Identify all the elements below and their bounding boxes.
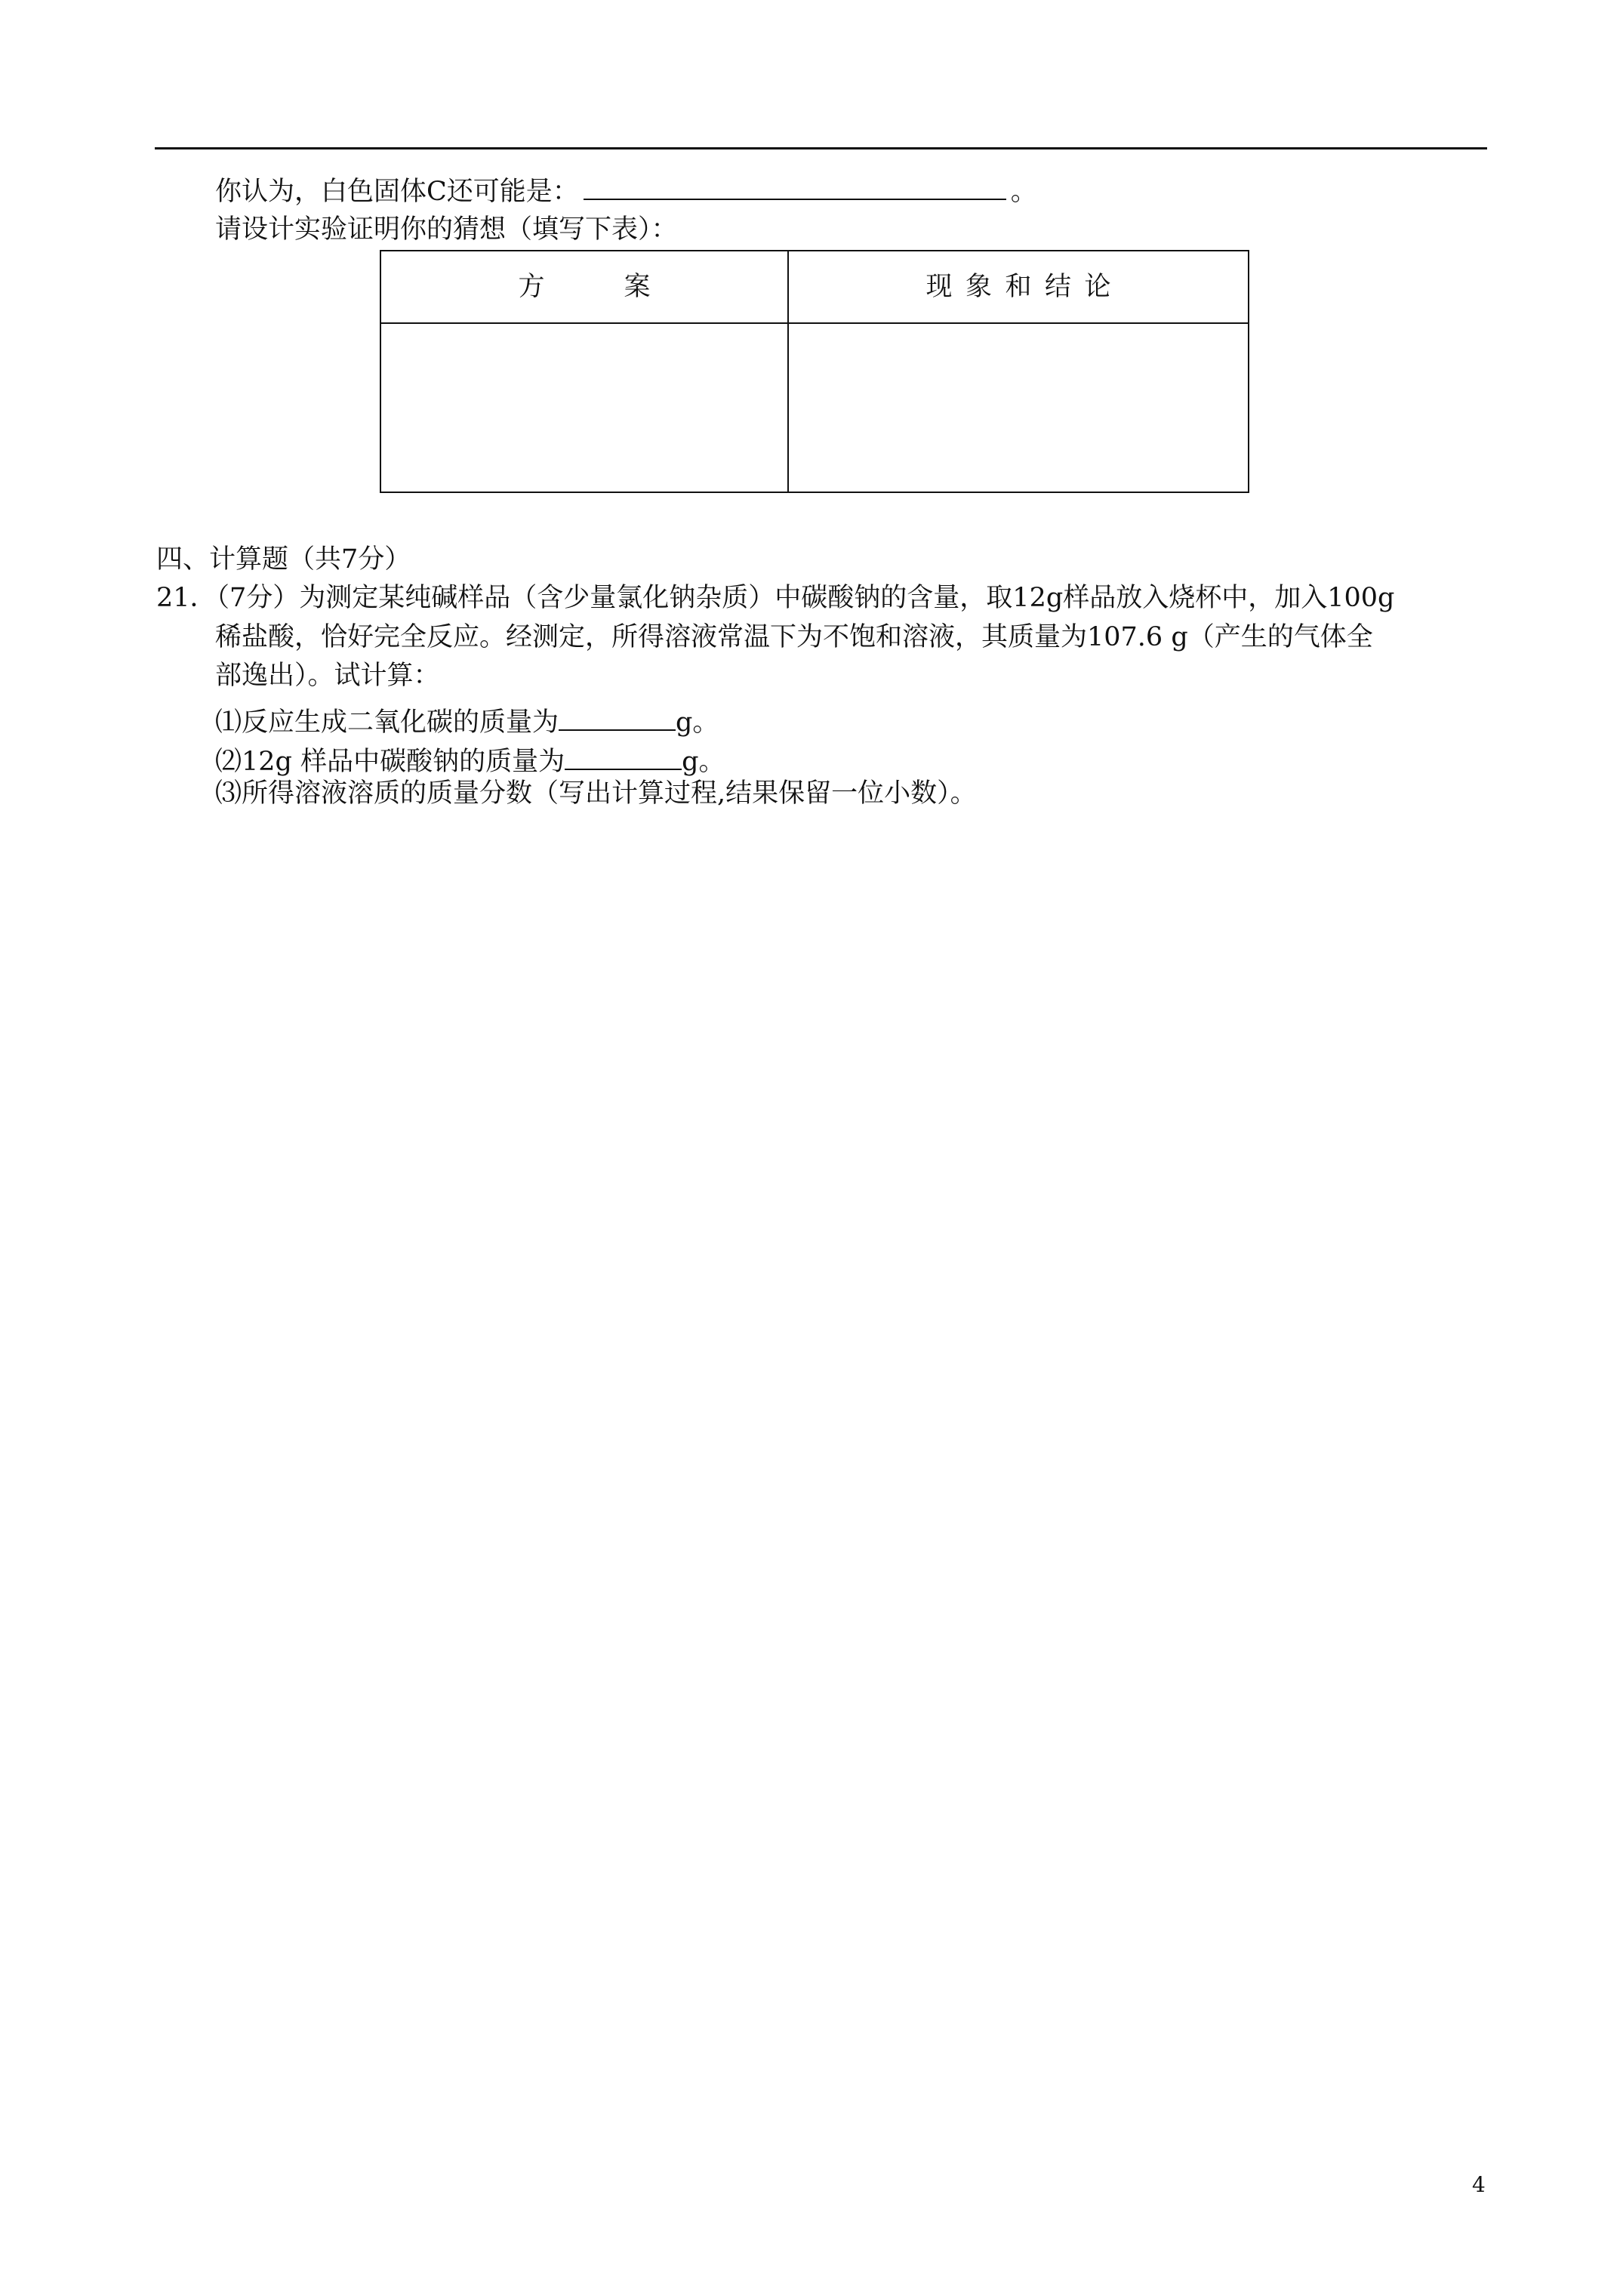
plan-answer-cell[interactable]: [380, 323, 788, 492]
guess-line: [215, 171, 1037, 205]
conclusion-answer-cell[interactable]: [788, 323, 1249, 492]
question-line-3: 部逸出）。试计算：: [215, 661, 440, 691]
page-number: 4: [1472, 2172, 1486, 2197]
subquestion-1: [215, 701, 719, 736]
subquestion-2-unit: g。: [682, 746, 725, 777]
column-header-plan: 方 案: [380, 251, 788, 323]
experiment-plan-table: [380, 250, 1249, 493]
section-title: 四、计算题（共7分）: [156, 544, 411, 575]
subquestion-2: [215, 741, 725, 775]
co2-mass-blank[interactable]: [559, 701, 676, 731]
guess-prefix: 你认为，白色固体C还可能是：: [215, 176, 579, 207]
question-line-2: 稀盐酸，恰好完全反应。经测定，所得溶液常温下为不饱和溶液，其质量为107.6 g（产生的气体全: [215, 622, 1373, 652]
design-prompt: 请设计实验证明你的猜想（填写下表）：: [215, 214, 678, 245]
sodium-carbonate-mass-blank[interactable]: [565, 741, 682, 770]
guess-answer-blank[interactable]: [584, 171, 1006, 200]
table-answer-row: [380, 323, 1249, 492]
subquestion-3: ⑶所得溶液溶质的质量分数（写出计算过程,结果保留一位小数）。: [215, 778, 977, 809]
guess-suffix: 。: [1010, 176, 1037, 207]
column-header-phenomenon-conclusion: 现 象 和 结 论: [788, 251, 1249, 323]
subquestion-1-text: ⑴反应生成二氧化碳的质量为: [215, 707, 559, 738]
subquestion-2-text: ⑵12g 样品中碳酸钠的质量为: [215, 746, 565, 777]
subquestion-1-unit: g。: [676, 707, 719, 738]
header-rule: [155, 147, 1487, 149]
table-header-row: [380, 251, 1249, 323]
question-line-1: 21．（7分）为测定某纯碱样品（含少量氯化钠杂质）中碳酸钠的含量，取12g样品放入烧杯中，加入100g: [156, 583, 1395, 613]
